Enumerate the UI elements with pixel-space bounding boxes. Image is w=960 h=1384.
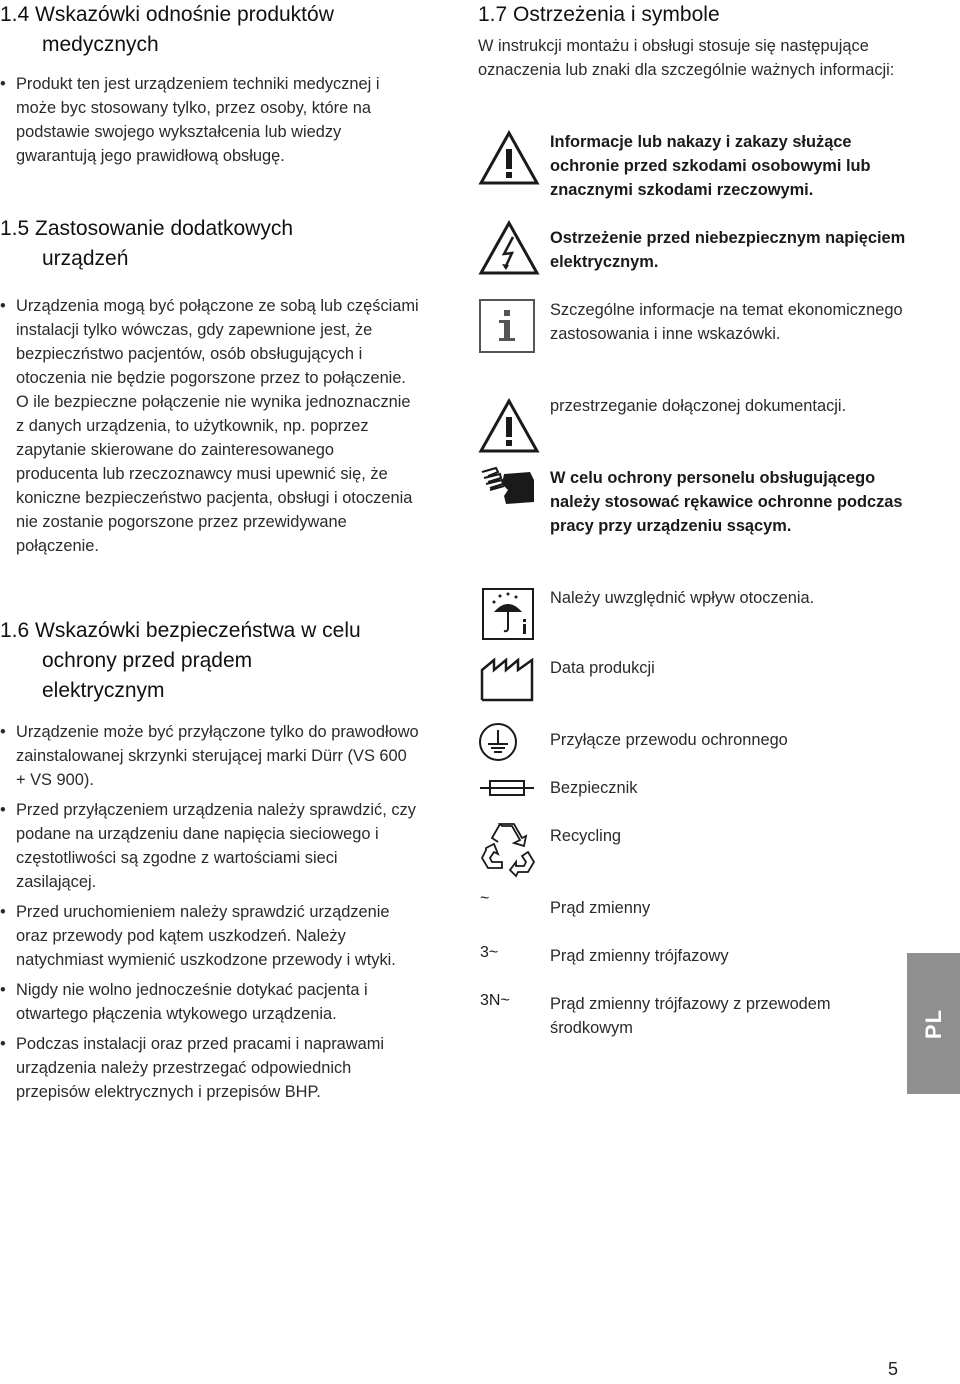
language-tab <box>907 953 960 1094</box>
heading-line: Ostrzeżenia i symbole <box>513 3 720 26</box>
list-item: • Urządzenie może być przyłączone tylko do prawodłowo zainstalowanej skrzynki sterującej marki Dürr (VS 600 + VS 900). <box>0 720 420 792</box>
heading-line: elektrycznym <box>42 679 165 702</box>
section-1-7-heading <box>478 0 908 30</box>
symbol-description: Ostrzeżenie przed niebezpiecznym napięciem elektrycznym. <box>550 229 906 271</box>
three-phase-neutral-current-icon: 3N~ <box>480 992 510 1009</box>
symbol-description: W celu ochrony personelu obsługującego należy stosować rękawice ochronne podczas pracy przy urządzeniu ssącym. <box>550 469 903 535</box>
section-1-7 <box>478 0 908 82</box>
heading-line: medycznych <box>42 33 159 56</box>
read-documentation-icon <box>478 398 540 459</box>
bullet-list <box>0 720 420 1104</box>
fuse-icon <box>478 778 540 803</box>
heading-line: Wskazówki odnośnie produktów <box>35 3 334 26</box>
list-item: • Produkt ten jest urządzeniem techniki medycznej i może byc stosowany tylko, przez osoby, które na podstawie swojego wykształcenia lub wiedzy gwarantują jego prawidłową obsługę. <box>0 72 410 168</box>
protective-earth-icon <box>478 720 540 769</box>
symbol-description: Należy uwzględnić wpływ otoczenia. <box>550 589 815 607</box>
warning-triangle-icon <box>478 130 540 191</box>
high-voltage-icon <box>478 220 540 281</box>
page-number: 5 <box>888 1359 899 1379</box>
section-1-4-heading <box>0 0 440 60</box>
symbol-description: przestrzeganie dołączonej dokumentacji. <box>550 397 847 415</box>
list-item: • Przed uruchomieniem należy sprawdzić urządzenie oraz przewody pod kątem uszkodzeń. Należy natychmiast wymienić uszkodzone przewody i wtyki. <box>0 900 420 972</box>
heading-line: urządzeń <box>42 247 129 270</box>
list-item: • Urządzenia mogą być połączone ze sobą lub częściami instalacji tylko wówczas, gdy zapewnione jest, że bezpieczństwo pacjentów, osób obsługujących i otoczenia nie będzie pogorszone przez to połączenie. <box>0 294 420 390</box>
bullet-list <box>0 72 410 168</box>
symbol-description: Bezpiecznik <box>550 779 638 797</box>
recycling-icon <box>478 820 540 885</box>
section-1-5 <box>0 214 440 558</box>
list-item: • Nigdy nie wolno jednocześnie dotykać pacjenta i otwartego płączenia wtykowego urządzenia. <box>0 978 420 1026</box>
section-1-4 <box>0 0 440 168</box>
symbol-description: Szczególne informacje na temat ekonomicznego zastosowania i inne wskazówki. <box>550 301 903 343</box>
symbol-description: Prąd zmienny trójfazowy z przewodem środkowym <box>550 995 831 1037</box>
section-1-6-heading <box>0 616 440 706</box>
section-1-5-heading <box>0 214 440 274</box>
heading-line: Zastosowanie dodatkowych <box>35 217 294 240</box>
three-phase-current-icon: 3~ <box>480 944 499 961</box>
section-number: 1.4 <box>0 3 30 26</box>
protective-gloves-icon <box>478 466 540 515</box>
section-number: 1.7 <box>478 3 508 26</box>
section-number: 1.6 <box>0 619 30 642</box>
alternating-current-icon: ~ <box>480 890 490 907</box>
symbol-description: Prąd zmienny <box>550 899 651 917</box>
symbol-description: Prąd zmienny trójfazowy <box>550 947 729 965</box>
symbol-description: Data produkcji <box>550 659 655 677</box>
symbol-description: Recycling <box>550 827 622 845</box>
list-item: • Podczas instalacji oraz przed pracami i naprawami urządzenia należy przestrzegać odpowiednich przepisów elektrycznych i przepisów BHP. <box>0 1032 420 1104</box>
heading-line: Wskazówki bezpieczeństwa w celu <box>35 619 361 642</box>
intro-paragraph: W instrukcji montażu i obsługi stosuje się następujące oznaczenia lub znaki dla szczególnie ważnych informacji: <box>478 37 895 79</box>
bullet-list <box>0 294 420 390</box>
section-number: 1.5 <box>0 217 30 240</box>
symbol-description: Informacje lub nakazy i zakazy służące ochronie przed szkodami osobowymi lub znacznymi szkodami rzeczowymi. <box>550 133 871 199</box>
manufacture-date-icon <box>478 656 540 707</box>
heading-line: ochrony przed prądem <box>42 649 253 672</box>
paragraph: O ile bezpieczne połączenie nie wynika jednoznacznie z danych urządzenia, to użytkownik, np. poprzez zapytanie skierowane do zainteresowanego producenta lub rzeczoznawcy musi upewnić się, że koniczne bezpieczeństwo pacjenta, obsługi i otoczenia nie zostanie pogorszone przez przewidywane połączenie. <box>16 393 413 555</box>
language-tab-label: PL <box>920 1008 946 1039</box>
environmental-conditions-icon <box>478 586 540 647</box>
list-item: • Przed przyłączeniem urządzenia należy sprawdzić, czy podane na urządzeniu dane napięcia sieciowego i częstotliwości są zgodne z wartościami sieci zasilającej. <box>0 798 420 894</box>
info-icon <box>478 298 540 359</box>
section-1-6 <box>0 616 440 1104</box>
symbol-description: Przyłącze przewodu ochronnego <box>550 731 788 749</box>
